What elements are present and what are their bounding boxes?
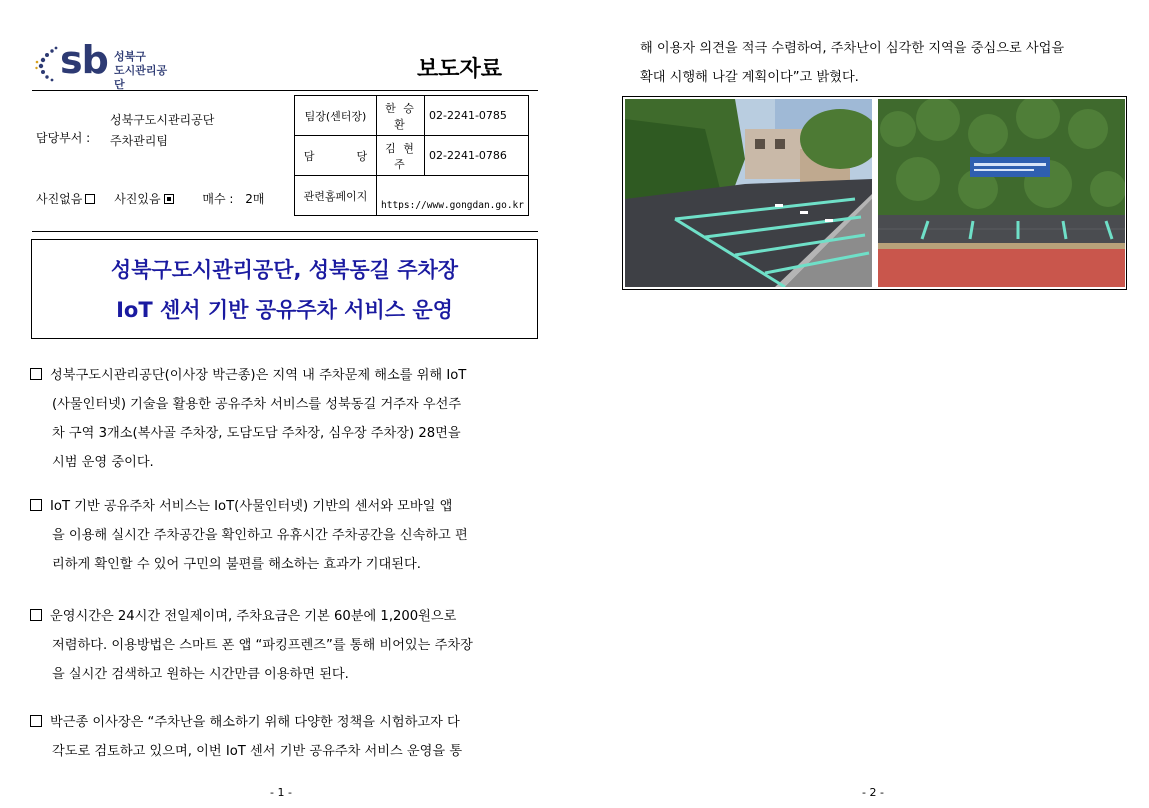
photo-none-label: 사진없음 [36, 192, 83, 206]
page-1 [0, 0, 574, 808]
photo-frame [622, 96, 1127, 290]
logo [34, 38, 174, 91]
photo-yes-label: 사진있음 [114, 192, 161, 206]
bullet-box-icon [30, 368, 42, 380]
contact-table [294, 95, 529, 216]
dept-org: 성북구도시관리공단 [110, 113, 215, 127]
photo-info [36, 190, 265, 207]
contact-role: 담 당 [295, 136, 377, 176]
bullet-box-icon [30, 715, 42, 727]
dept-team: 주차관리팀 [110, 134, 168, 148]
homepage-row [295, 176, 529, 216]
contact-row [295, 96, 529, 136]
headline-box [31, 239, 538, 339]
contact-role: 팀장(센터장) [295, 96, 377, 136]
header-divider [32, 90, 538, 91]
parking-lot-photo-1 [625, 99, 872, 287]
homepage-url[interactable]: https://www.gongdan.go.kr [377, 176, 529, 216]
photo-none-checkbox [85, 194, 95, 204]
meta-divider [32, 231, 538, 232]
contact-name: 김 현 주 [377, 136, 425, 176]
contact-phone: 02-2241-0785 [425, 96, 529, 136]
document-type: 보도자료 [417, 57, 503, 82]
page-2 [574, 0, 1149, 808]
headline-line-1: 성북구도시관리공단, 성북동길 주차장 [110, 258, 459, 282]
paragraph-3: 운영시간은 24시간 전일제이며, 주차요금은 기본 60분에 1,200원으로 저렴하다. 이용방법은 스마트 폰 앱 “파킹프렌즈”를 통해 비어있는 주차장 을 실시간 검색하고 원하는 시간만큼 이용하면 된다. [30, 602, 540, 689]
dept-label: 담당부서 : [36, 131, 91, 145]
bullet-box-icon [30, 499, 42, 511]
logo-text: sb [60, 38, 108, 82]
contact-name: 한 승 환 [377, 96, 425, 136]
page-number: - 1 - [270, 786, 292, 799]
paragraph-4: 박근종 이사장은 “주차난을 해소하기 위해 다양한 정책을 시험하고자 다 각도로 검토하고 있으며, 이번 IoT 센서 기반 공유주차 서비스 운영을 통 [30, 708, 540, 766]
parking-lot-photo-2 [878, 99, 1125, 287]
logo-org-name: 성북구 도시관리공단 [114, 50, 168, 91]
homepage-label: 관련홈페이지 [295, 176, 377, 216]
photo-yes-checkbox [164, 194, 174, 204]
photo-count-value: 2매 [245, 192, 265, 206]
logo-mark-icon [34, 44, 62, 84]
contact-row [295, 136, 529, 176]
paragraph-4-continued: 해 이용자 의견을 적극 수렴하여, 주차난이 심각한 지역을 중심으로 사업을 확대 시행해 나갈 계획이다”고 밝혔다. [640, 41, 1065, 85]
paragraph-2: IoT 기반 공유주차 서비스는 IoT(사물인터넷) 기반의 센서와 모바일 앱 을 이용해 실시간 주차공간을 확인하고 유휴시간 주차공간을 신속하고 편 리하게 확인할 수 있어 구민의 불편를 해소하는 효과가 기대된다. [30, 492, 540, 579]
page-number: - 2 - [862, 786, 884, 799]
photo-count-label: 매수 : [202, 192, 234, 206]
headline-line-2: IoT 센서 기반 공유주차 서비스 운영 [116, 298, 453, 322]
paragraph-1: 성북구도시관리공단(이사장 박근종)은 지역 내 주차문제 해소를 위해 IoT (사물인터넷) 기술을 활용한 공유주차 서비스를 성북동길 거주자 우선주 차 구역 3개소(복사골 주차장, 도담도담 주차장, 심우장 주차장) 28면을 시범 운영 중이다. [30, 361, 540, 477]
contact-phone: 02-2241-0786 [425, 136, 529, 176]
bullet-box-icon [30, 609, 42, 621]
